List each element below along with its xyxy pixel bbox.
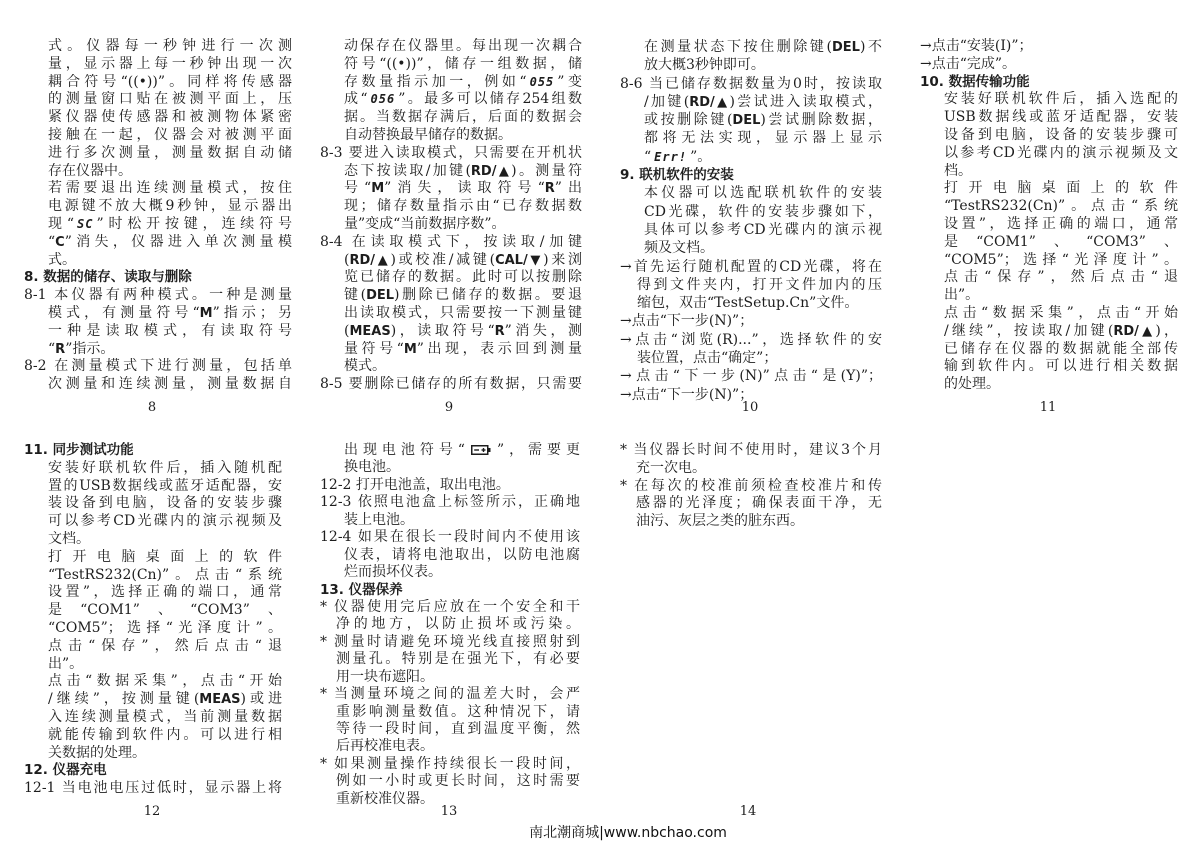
page-8: [24, 38, 292, 394]
text-line: →点击“下一步(N)”；: [620, 313, 754, 330]
site-footer: 南北潮商城|www.nbchao.com: [529, 825, 727, 841]
text-line: 等待一段时间，直到温度平衡，然: [336, 721, 580, 737]
text-line: 感器的光泽度；确保表面干净，无: [636, 495, 882, 512]
text-line: 装上电池。: [344, 511, 414, 528]
text-line: 设备到电脑，设备的安装步骤可: [944, 126, 1178, 143]
text-line: 安装好联机软件后，插入随机配: [48, 459, 282, 476]
text-line: 览已储存的数据。此时可以按删除: [344, 269, 582, 286]
page-13: [320, 442, 580, 808]
text-line: “R”指示。: [48, 340, 115, 357]
page-10: [620, 38, 882, 404]
text-line: “TestRS232(Cn)”。点击“系统: [48, 566, 282, 583]
page-14: [620, 442, 882, 531]
text-line: * 仪器使用完后应放在一个安全和干: [320, 598, 580, 615]
text-line: 的处理。: [944, 376, 1000, 393]
text-line: 烂而损坏仪表。: [344, 564, 442, 581]
page-number: 8: [147, 400, 157, 415]
text-line: 符号“((•))”，储存一组数据，储: [344, 55, 582, 72]
text-line: 充一次电。: [636, 459, 706, 476]
text-line: 12-3 依照电池盒上标签所示，正确地: [320, 494, 580, 511]
text-line: 档。: [944, 162, 972, 179]
text-line: 次测量和连续测量，测量数据自: [48, 376, 292, 393]
text-line: 缩包，双击“TestSetup.Cn”文件。: [637, 295, 859, 312]
text-line: 入连续测量模式，当前测量数据: [48, 708, 282, 725]
text-line: 出”。: [944, 287, 980, 304]
text-line: 测量孔。特别是在强光下，有必要: [336, 651, 580, 668]
text-line: 置的USB数据线或蓝牙适配器，安: [48, 477, 282, 494]
text-line: 式。仪器每一秒钟进行一次测: [48, 38, 292, 54]
text-line: →点击“完成”。: [920, 55, 1017, 72]
text-line: 本仪器可以选配联机软件的安装: [644, 185, 882, 202]
page-12: [24, 442, 282, 798]
text-line: 具体可以参考CD光碟内的演示视: [644, 221, 882, 238]
text-line: 接触在一起，仪器会对被测平面: [48, 126, 292, 143]
text-line: 模式，有测量符号“M”指示；另: [48, 304, 292, 321]
text-line: 若需要退出连续测量模式，按住: [48, 180, 292, 197]
text-line: 已储存在仪器的数据就能全部传: [944, 340, 1178, 357]
text-line: 换电池。: [344, 459, 400, 476]
text-line: 可以参考CD光碟内的演示视频及: [48, 513, 282, 530]
text-line: “ Err! ”。: [644, 148, 712, 165]
text-line: 8-6 当已储存数据数量为0时，按读取: [620, 75, 882, 92]
text-line: 8-5 要删除已储存的所有数据，只需要: [320, 376, 582, 393]
text-line: 仪表，请将电池取出，以防电池腐: [344, 546, 580, 563]
text-line: 点击“保存”，然后点击“退: [944, 269, 1178, 286]
section-heading: 11. 同步测试功能: [24, 442, 134, 458]
text-line: 紧仪器使传感器和被测物体紧密: [48, 109, 292, 126]
text-line: 出读取模式，只需要按一下测量键: [344, 304, 582, 321]
text-line: (MEAS)，读取符号“R”消失，测: [344, 322, 582, 339]
section-heading: 8. 数据的储存、读取与删除: [24, 269, 192, 286]
text-line: 存数量指示加一，例如“ 055 ”变: [344, 73, 582, 90]
page-number: 11: [1039, 400, 1057, 415]
text-line: →首先运行随机配置的CD光碟，将在: [620, 258, 882, 275]
text-fragment: 出现电池符号“: [344, 442, 465, 458]
text-line: 存在仪器中。: [48, 162, 132, 179]
text-line: 进行多次测量，测量数据自动储: [48, 144, 292, 161]
text-line: 装设备到电脑，设备的安装步骤: [48, 495, 282, 512]
page-11: [920, 38, 1178, 394]
text-line: 以参考CD光碟内的演示视频及文: [944, 144, 1178, 161]
text-line: 出”。: [48, 655, 84, 672]
text-line: 在测量状态下按住删除键(DEL)不: [644, 39, 882, 55]
text-line: (RD/▲)或校准/减键(CAL/▼)来浏: [344, 251, 582, 268]
text-line: 是“COM1”、“COM3”、: [48, 602, 282, 619]
page-9: [320, 38, 582, 394]
text-line: CD光碟，软件的安装步骤如下，: [644, 203, 882, 220]
text-line: 的测量窗口贴在被测平面上，压: [48, 91, 292, 108]
text-line: /加键(RD/▲)尝试进入读取模式，: [644, 93, 882, 110]
text-line: 重影响测量数值。这种情况下，请: [336, 703, 580, 720]
text-line: “COM5”；选择“光泽度计”。: [944, 251, 1178, 268]
text-line: 号“M”消失，读取符号“R”出: [344, 180, 582, 197]
text-line: 模式。: [344, 358, 386, 375]
text-line: →点击“浏览(R)...”，选择软件的安: [620, 331, 882, 348]
text-line: 油污、灰层之类的脏东西。: [636, 513, 804, 530]
text-line: 成“ 056 ”。最多可以储存254组数: [344, 91, 582, 108]
text-line: 量”变成“当前数据序数”。: [344, 215, 506, 232]
text-line: * 当仪器长时间不使用时，建议3个月: [620, 442, 882, 458]
text-line: 键(DEL)删除已储存的数据。要退: [344, 287, 582, 304]
text-line: “COM5”；选择“光泽度计”。: [48, 619, 282, 636]
text-line: 文档。: [48, 530, 90, 547]
text-line: 现“ SC ”时松开按键，连续符号: [48, 215, 292, 232]
text-line: 关数据的处理。: [48, 744, 146, 761]
text-line: “C”消失，仪器进入单次测量模: [48, 233, 292, 250]
section-heading: 9. 联机软件的安装: [620, 167, 734, 184]
text-fragment: ”，需要更: [496, 442, 580, 458]
text-line: 量，显示器上每一秒钟出现一次: [48, 55, 292, 72]
text-line: 12-2 打开电池盖，取出电池。: [320, 476, 510, 493]
text-line: 后再校准电表。: [336, 738, 434, 755]
text-line: 点击“数据采集”，点击“开始: [48, 673, 282, 690]
text-line: 8-2 在测量模式下进行测量，包括单: [24, 358, 292, 375]
text-line: 耦合符号“((•))”。同样将传感器: [48, 73, 292, 90]
text-line: 装位置，点击“确定”；: [637, 350, 778, 367]
text-line: 设置”，选择正确的端口，通常: [944, 215, 1178, 232]
text-line: 态下按读取/加键(RD/▲)。测量符: [344, 162, 582, 179]
text-line: 得到文件夹内，打开文件加内的压: [637, 276, 882, 293]
text-line: “TestRS232(Cn)”。点击“系统: [944, 198, 1178, 215]
text-line: 放大概3秒钟即可。: [644, 57, 765, 74]
battery-symbol-line: [344, 442, 580, 459]
text-line: →点击“下一步(N)”；: [620, 386, 754, 403]
text-line: 据。当数据存满后，后面的数据会: [344, 109, 582, 126]
page-number: 12: [143, 804, 161, 819]
text-line: * 如果测量操作持续很长一段时间，: [320, 755, 580, 772]
text-line: /继续”，按读取/加键(RD/▲)，: [944, 322, 1178, 339]
text-line: 量符号“M”出现，表示回到测量: [344, 340, 582, 357]
text-line: 输到软件内。可以进行相关数据: [944, 358, 1178, 375]
battery-icon: [471, 445, 491, 455]
text-line: 8-3 要进入读取模式，只需要在开机状: [320, 144, 582, 161]
text-line: 打开电脑桌面上的软件: [944, 180, 1178, 197]
text-line: 12-4 如果在很长一段时间内不使用该: [320, 529, 580, 546]
text-line: 净的地方，以防止损坏或污染。: [336, 616, 580, 633]
text-line: 电源键不放大概9秒钟，显示器出: [48, 198, 292, 215]
text-line: 点击“数据采集”，点击“开始: [944, 304, 1178, 321]
text-line: 8-4 在读取模式下，按读取/加键: [320, 233, 582, 250]
text-line: 安装好联机软件后，插入选配的: [944, 91, 1178, 108]
text-line: 用一块布遮阳。: [336, 668, 434, 685]
text-line: 12-1 当电池电压过低时，显示器上将: [24, 780, 282, 797]
section-heading: 12. 仪器充电: [24, 762, 107, 779]
page-number: 10: [741, 400, 759, 415]
text-line: 现；储存数量指示由“已存数据数: [344, 198, 582, 215]
text-line: 动保存在仪器里。每出现一次耦合: [344, 38, 582, 54]
text-line: 式。: [48, 251, 76, 268]
page-number: 14: [739, 804, 757, 819]
text-line: 就能传输到软件内。可以进行相: [48, 726, 282, 743]
section-heading: 13. 仪器保养: [320, 581, 403, 598]
text-line: * 测量时请避免环境光线直接照射到: [320, 633, 580, 650]
text-line: * 当测量环境之间的温差大时，会严: [320, 686, 580, 703]
page-number: 9: [444, 400, 454, 415]
page-number: 13: [440, 804, 458, 819]
text-line: 例如一小时或更长时间，这时需要: [336, 773, 580, 790]
text-line: 都将无法实现，显示器上显示: [644, 130, 882, 147]
text-line: 一种是读取模式，有读取符号: [48, 322, 292, 339]
section-heading: 10. 数据传输功能: [920, 73, 1030, 90]
text-line: /继续”，按测量键(MEAS)或进: [48, 691, 282, 708]
text-line: 8-1 本仪器有两种模式。一种是测量: [24, 287, 292, 304]
text-line: USB数据线或蓝牙适配器，安装: [944, 109, 1178, 126]
text-line: 重新校准仪器。: [336, 790, 434, 807]
text-line: 是“COM1”、“COM3”、: [944, 233, 1178, 250]
text-line: 设置”，选择正确的端口，通常: [48, 584, 282, 601]
text-line: 自动替换最早储存的数据。: [344, 126, 512, 143]
text-line: 点击“保存”，然后点击“退: [48, 637, 282, 654]
text-line: →点击“下一步(N)”点击“是(Y)”；: [620, 368, 882, 385]
text-line: 频及文档。: [644, 240, 714, 257]
text-line: →点击“安装(I)”；: [920, 38, 1033, 54]
text-line: * 在每次的校准前须检查校准片和传: [620, 477, 882, 494]
text-line: 打开电脑桌面上的软件: [48, 548, 282, 565]
text-line: 或按删除键(DEL)尝试删除数据，: [644, 112, 882, 129]
